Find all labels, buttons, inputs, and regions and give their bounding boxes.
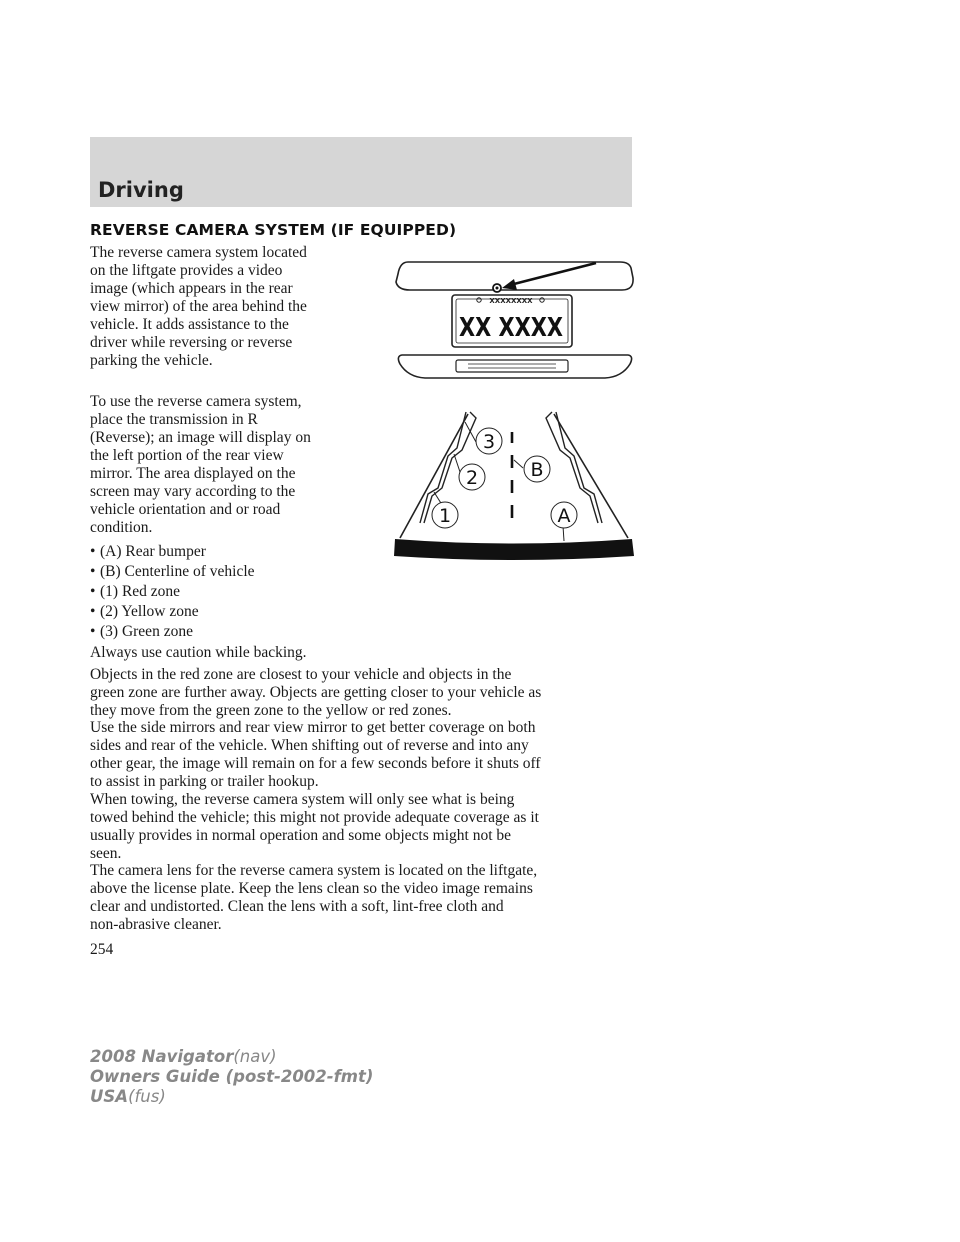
list-item: • (3) Green zone [90,623,193,640]
caution-paragraph: Always use caution while backing. [90,644,307,661]
page-heading: REVERSE CAMERA SYSTEM (IF EQUIPPED) [90,221,457,239]
page-number: 254 [90,941,114,958]
liftgate-lower-panel [398,355,631,378]
list-item: • (A) Rear bumper [90,543,206,560]
plate-top-text: XXXXXXXX [489,297,533,305]
list-item: • (1) Red zone [90,583,181,600]
towing-paragraph: When towing, the reverse camera system will only see what is being towed behind the vehicle; this might not provide adequate coverage as it usually provides in normal operation and some objects might not be seen. [90,791,539,862]
rear-bumper-label: A [557,505,571,527]
plate-main-text: XX XXXX [459,313,563,343]
green-zone-label: 3 [482,431,496,453]
lens-cleaning-paragraph: The camera lens for the reverse camera system is located on the liftgate, above the license plate. Keep the lens clean so the video image remains clear and undistorted. Clean the lens with a soft, lint-free cloth and non-abrasive cleaner. [90,862,538,933]
intro-paragraph: The reverse camera system located on the liftgate provides a video image (which appears in the rear view mirror) of the area behind the vehicle. It adds assistance to the driver while reversing or reverse parking the vehicle. [90,244,307,369]
camera-view-zones-figure [392,408,638,563]
section-title: Driving [98,178,184,202]
list-item: • (2) Yellow zone [90,603,199,620]
liftgate-camera-figure [390,252,640,387]
zones-paragraph: Objects in the red zone are closest to your vehicle and objects in the green zone are further away. Objects are getting closer to your vehicle as they move from the green zone to the yellow or red zones. [90,666,542,719]
usage-paragraph: To use the reverse camera system, place the transmission in R (Reverse); an image will display on the left portion of the rear view mirror. The area displayed on the screen may vary according to the vehicle orientation and or road condition. [90,393,311,536]
camera-pointer-arrow [510,263,596,285]
document-footer: 2008 Navigator(nav) Owners Guide (post-2002-fmt) USA(fus) [90,1047,374,1106]
red-zone-label: 1 [438,505,452,527]
list-item: • (B) Centerline of vehicle [90,563,255,580]
rear-bumper-shape [394,539,634,560]
yellow-zone-label: 2 [465,467,479,489]
zone-legend-list [90,542,380,642]
mirrors-paragraph: Use the side mirrors and rear view mirror to get better coverage on both sides and rear of the vehicle. When shifting out of reverse and into any other gear, the image will remain on for a few seconds before it shuts off to assist in parking or trailer hookup. [90,719,541,790]
centerline-label: B [530,459,544,481]
